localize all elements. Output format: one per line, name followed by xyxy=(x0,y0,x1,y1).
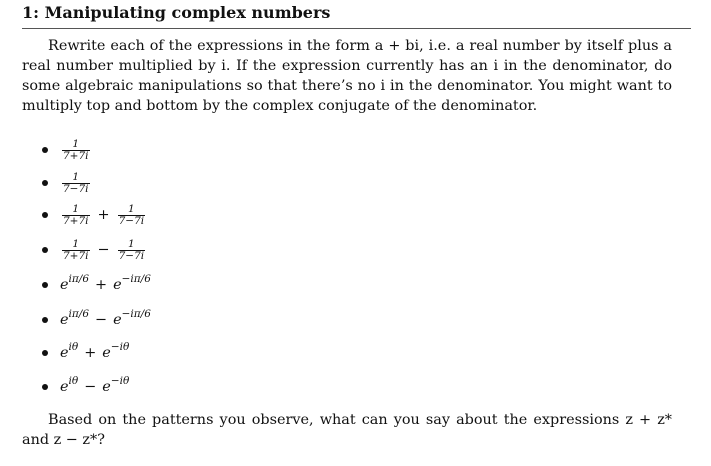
operator: − xyxy=(97,242,110,258)
operator: + xyxy=(84,345,97,361)
exponent: iπ/6 xyxy=(68,308,90,320)
exponent: iθ xyxy=(68,341,79,353)
denominator: 7+7i xyxy=(63,214,89,227)
base: e xyxy=(113,312,122,328)
fraction xyxy=(62,172,90,195)
list-item xyxy=(42,135,92,165)
title-divider xyxy=(22,28,691,29)
base: e xyxy=(60,345,69,361)
numerator: 1 xyxy=(72,202,80,215)
bullet-icon xyxy=(42,247,48,253)
exponent: −iθ xyxy=(110,375,130,387)
denominator: 7−7i xyxy=(118,249,145,262)
list-item xyxy=(42,235,147,265)
bullet-icon xyxy=(42,147,48,153)
fraction xyxy=(118,204,146,227)
exponent: iθ xyxy=(68,375,79,387)
operator: + xyxy=(95,277,108,293)
numerator: 1 xyxy=(72,137,80,150)
bullet-icon xyxy=(42,384,48,390)
bullet-icon xyxy=(42,180,48,186)
exponent: −iπ/6 xyxy=(121,273,151,285)
denominator: 7+7i xyxy=(63,249,89,262)
numerator: 1 xyxy=(128,237,135,250)
denominator: 7+7i xyxy=(63,149,89,162)
exponent: iπ/6 xyxy=(68,273,90,285)
section-title: 1: Manipulating complex numbers xyxy=(22,3,331,22)
denominator: 7−7i xyxy=(118,214,145,227)
exponent: −iπ/6 xyxy=(121,308,151,320)
bullet-icon xyxy=(42,282,48,288)
numerator: 1 xyxy=(72,170,80,183)
operator: + xyxy=(97,207,110,223)
numerator: 1 xyxy=(72,237,80,250)
fraction xyxy=(62,239,90,262)
exponent: −iθ xyxy=(110,341,130,353)
list-item xyxy=(42,305,151,335)
list-item xyxy=(42,200,147,230)
bullet-icon xyxy=(42,212,48,218)
list-item xyxy=(42,168,92,198)
intro-paragraph: Rewrite each of the expressions in the form a + bi, i.e. a real number by itself plus a real number multiplied by i. If the expression currently has an i in the denominator, do some algebraic manipulations so that there’s no i in the denominator. You might want to multiply top and bottom by the complex conjugate of the denominator. xyxy=(22,38,672,114)
fraction xyxy=(118,239,146,262)
fraction xyxy=(62,139,90,162)
list-item xyxy=(42,372,129,402)
fraction xyxy=(62,204,90,227)
denominator: 7−7i xyxy=(63,182,89,195)
base: e xyxy=(113,277,122,293)
base: e xyxy=(102,379,111,395)
list-item xyxy=(42,270,151,300)
bullet-icon xyxy=(42,350,48,356)
list-item xyxy=(42,338,129,368)
operator: − xyxy=(84,379,97,395)
numerator: 1 xyxy=(128,202,135,215)
base: e xyxy=(60,277,69,293)
operator: − xyxy=(95,312,108,328)
base: e xyxy=(60,312,69,328)
base: e xyxy=(60,379,69,395)
bullet-icon xyxy=(42,317,48,323)
conclusion-paragraph: Based on the patterns you observe, what can you say about the expressions z + z* and z − z*? xyxy=(22,412,672,448)
base: e xyxy=(102,345,111,361)
